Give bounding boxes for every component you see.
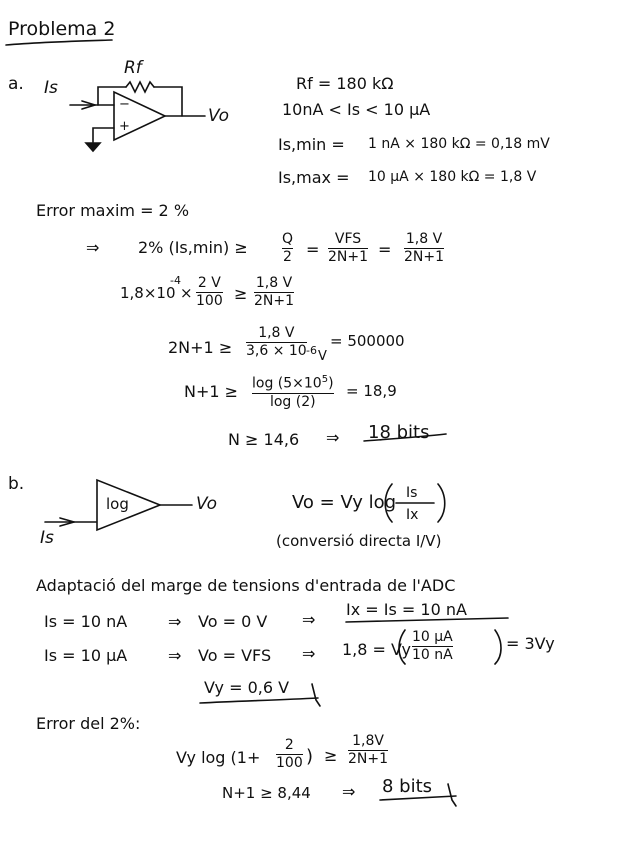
rf-value: Rf = 180 kΩ bbox=[296, 74, 394, 93]
eq3-rhs: = 500000 bbox=[330, 332, 405, 350]
opamp-a-resistor bbox=[126, 82, 154, 92]
eq3-lhs: 2N+1 ≥ bbox=[168, 338, 233, 357]
eq2-frac-2v-num: 2 V bbox=[197, 275, 221, 291]
eq1-equal-2: = bbox=[378, 240, 392, 259]
circuit-a-minus-label: − bbox=[119, 97, 130, 112]
eq4-frac-den: log (2) bbox=[269, 394, 316, 411]
eq6-frac-18v-num: 1,8V bbox=[352, 733, 384, 749]
eq1-frac-vfs-den: 2N+1 bbox=[328, 249, 369, 266]
eq1-frac-18v-den: 2N+1 bbox=[404, 249, 445, 266]
opamp-a-ground bbox=[86, 143, 100, 151]
log-block-label: log bbox=[106, 495, 129, 513]
eq1-frac-18v bbox=[404, 232, 444, 266]
eq6-frac-18v bbox=[348, 734, 388, 768]
eq1-frac-q-num: Q bbox=[282, 231, 294, 247]
circuit-a-input-label: Is bbox=[44, 78, 58, 98]
eq3-frac-num: 1,8 V bbox=[258, 325, 295, 341]
adapt-heading: Adaptació del marge de tensions d'entrada de l'ADC bbox=[36, 576, 456, 595]
log-block-output-label: Vo bbox=[196, 494, 218, 514]
eq6-ge: ≥ bbox=[324, 746, 338, 765]
is-max-rhs: 10 µA × 180 kΩ = 1,8 V bbox=[368, 169, 537, 185]
eq3-frac-den: 3,6 × 10 bbox=[246, 343, 307, 360]
eq6-close: ) bbox=[306, 746, 314, 767]
opamp-a-plus-wire bbox=[93, 128, 114, 142]
eq4-frac-num-text: log (5×10 bbox=[252, 375, 322, 392]
row2-eq-lhs: 1,8 = Vy bbox=[342, 640, 412, 659]
page-title: Problema 2 bbox=[8, 18, 116, 40]
underline-vy bbox=[200, 698, 318, 703]
vo-formula-den: Ix bbox=[406, 507, 419, 523]
circuit-a-plus-label: + bbox=[119, 119, 130, 134]
eq6-frac-num: 2 bbox=[284, 737, 294, 753]
eq1-equal: = bbox=[306, 240, 320, 259]
vo-formula-lhs: Vo = Vy log bbox=[292, 492, 397, 513]
part-a-label: a. bbox=[8, 74, 24, 94]
eq1-arrow: ⇒ bbox=[86, 238, 100, 257]
is-range: 10nA < Is < 10 µA bbox=[282, 100, 431, 119]
eq1-frac-18v-num: 1,8 V bbox=[405, 231, 443, 247]
eq2-frac-18v-den: 2N+1 bbox=[254, 293, 295, 310]
opamp-a-feedback-right bbox=[154, 87, 182, 116]
title-underline bbox=[6, 40, 112, 45]
eq4-frac bbox=[252, 374, 334, 410]
row1-arrow1: ⇒ bbox=[168, 612, 182, 631]
eq7-arrow: ⇒ bbox=[342, 782, 356, 801]
is-min-rhs: 1 nA × 180 kΩ = 0,18 mV bbox=[368, 136, 550, 152]
eq2-exp: -4 bbox=[170, 274, 181, 287]
vo-formula-num: Is bbox=[406, 485, 418, 501]
row2-paren-right bbox=[495, 630, 501, 664]
row1-arrow2: ⇒ bbox=[302, 610, 316, 629]
row1-ix: Ix = Is = 10 nA bbox=[346, 600, 467, 619]
eq5-result: 18 bits bbox=[368, 422, 430, 443]
underline-8-bits-hook bbox=[448, 784, 456, 806]
eq1-lhs: 2% (Is,min) ≥ bbox=[138, 238, 248, 257]
is-max-lhs: Is,max = bbox=[278, 168, 350, 187]
log-block-input-label: Is bbox=[40, 528, 54, 548]
conversion-note: (conversió directa I/V) bbox=[276, 532, 442, 550]
eq2-frac-18v-num: 1,8 V bbox=[255, 275, 293, 291]
formula-paren-right bbox=[438, 484, 445, 522]
is-min-lhs: Is,min = bbox=[278, 135, 345, 154]
eq5-arrow: ⇒ bbox=[326, 428, 340, 447]
eq4-frac-num bbox=[252, 374, 334, 392]
error-2-heading: Error del 2%: bbox=[36, 714, 141, 733]
row2-rhs: = 3Vy bbox=[506, 634, 555, 653]
eq1-frac-q bbox=[282, 232, 293, 266]
row1-vo: Vo = 0 V bbox=[198, 612, 268, 631]
row2-is: Is = 10 µA bbox=[44, 646, 128, 665]
error-maxim: Error maxim = 2 % bbox=[36, 201, 190, 220]
eq2-frac-2v-den: 100 bbox=[196, 293, 223, 310]
row2-frac-den: 10 nA bbox=[412, 647, 453, 664]
row2-arrow1: ⇒ bbox=[168, 646, 182, 665]
eq4-frac-num-exp: 5 bbox=[321, 374, 329, 385]
eq2-times: × bbox=[180, 284, 193, 302]
eq6-lhs: Vy log (1+ bbox=[176, 748, 261, 767]
eq3-unit: V bbox=[318, 349, 327, 364]
eq7-lhs: N+1 ≥ 8,44 bbox=[222, 784, 311, 802]
eq3-exp: -6 bbox=[306, 344, 317, 357]
eq2-frac-18v bbox=[254, 276, 294, 310]
eq2-ge: ≥ bbox=[234, 284, 248, 303]
eq7-result: 8 bits bbox=[382, 776, 433, 797]
part-b-label: b. bbox=[8, 474, 25, 494]
eq6-frac-18v-den: 2N+1 bbox=[348, 751, 389, 768]
underline-vy-hook bbox=[312, 684, 320, 706]
eq6-frac-den: 100 bbox=[276, 755, 303, 772]
row2-frac-num: 10 µA bbox=[412, 629, 453, 645]
eq6-frac bbox=[276, 738, 303, 772]
eq3-frac bbox=[246, 326, 307, 360]
row2-arrow2: ⇒ bbox=[302, 644, 316, 663]
eq1-frac-vfs bbox=[328, 232, 368, 266]
eq1-frac-q-den: 2 bbox=[283, 249, 292, 266]
circuit-a-feedback-label: Rf bbox=[124, 58, 142, 78]
eq4-rhs: = 18,9 bbox=[346, 382, 397, 400]
row2-frac bbox=[412, 630, 453, 664]
eq1-frac-vfs-num: VFS bbox=[334, 231, 362, 247]
vy-value: Vy = 0,6 V bbox=[204, 678, 290, 697]
eq2-frac-2v bbox=[196, 276, 223, 310]
eq4-frac-num-close: ) bbox=[328, 375, 334, 392]
row1-is: Is = 10 nA bbox=[44, 612, 128, 631]
row2-vo: Vo = VFS bbox=[198, 646, 272, 665]
eq2-lhs: 1,8×10 bbox=[120, 284, 176, 302]
circuit-a-output-label: Vo bbox=[208, 106, 230, 126]
eq5-lhs: N ≥ 14,6 bbox=[228, 430, 300, 449]
eq4-lhs: N+1 ≥ bbox=[184, 382, 239, 401]
